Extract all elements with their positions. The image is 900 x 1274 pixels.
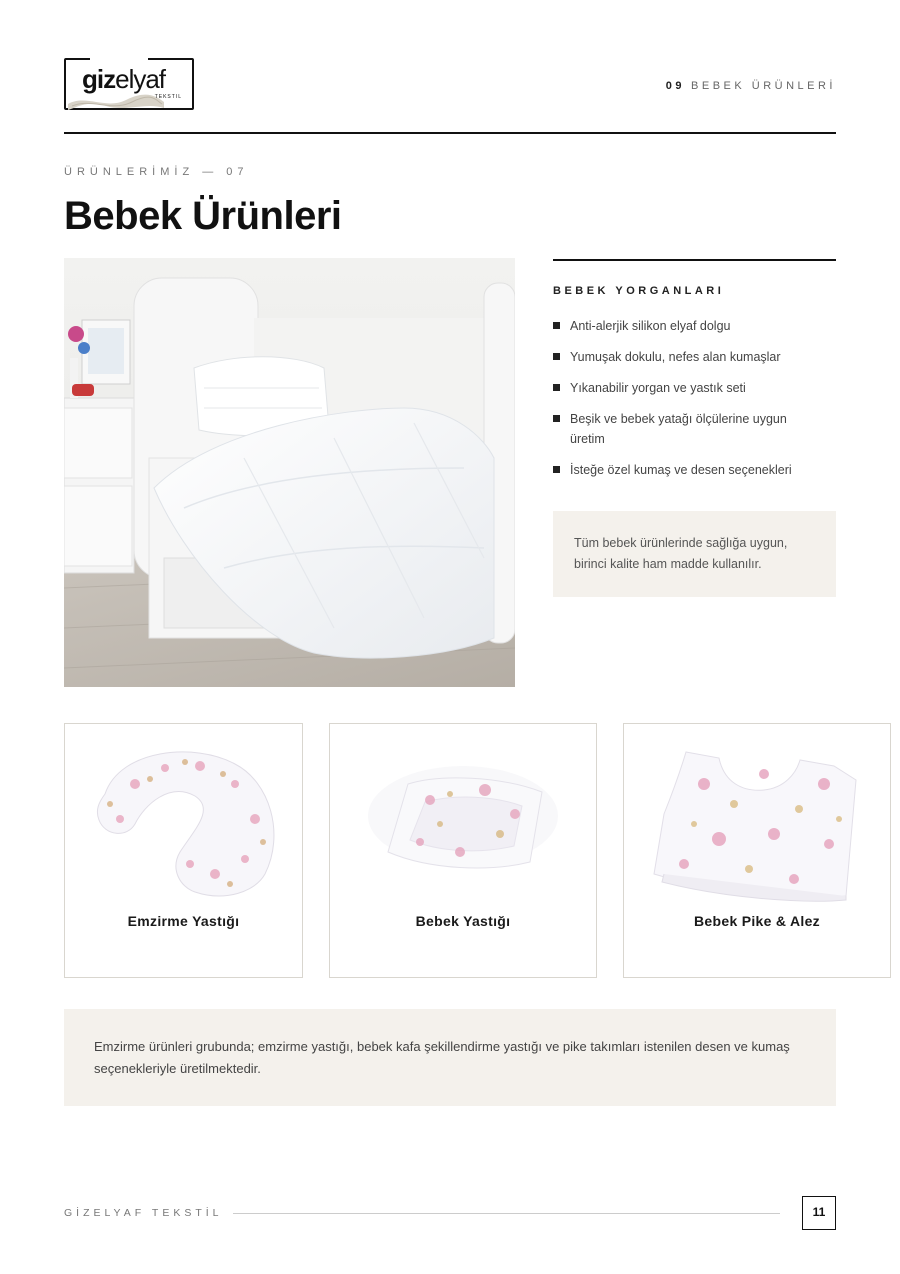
nursing-products-note: Emzirme ürünleri grubunda; emzirme yastığı, bebek kafa şekillendirme yastığı ve pike takımları istenilen desen ve kumaş seçenekleriyle üretilmektedir.	[64, 1009, 836, 1106]
bullet-square-icon	[553, 384, 560, 391]
quality-note: Tüm bebek ürünlerinde sağlığa uygun, birinci kalite ham madde kullanılır.	[553, 511, 836, 597]
feature-item: Beşik ve bebek yatağı ölçülerine uygun üretim	[553, 409, 823, 449]
hero-image	[64, 258, 515, 687]
product-label: Bebek Pike & Alez	[694, 913, 820, 929]
feature-list	[553, 316, 823, 491]
page-number: 11	[802, 1196, 836, 1230]
feature-item: Yumuşak dokulu, nefes alan kumaşlar	[553, 347, 823, 367]
brand-logo	[64, 58, 196, 112]
feature-item: Anti-alerjik silikon elyaf dolgu	[553, 316, 823, 336]
header-divider	[64, 132, 836, 134]
product-card-baby-pillow[interactable]	[329, 723, 597, 978]
product-card-nursing-pillow[interactable]	[64, 723, 303, 978]
product-card-baby-blanket[interactable]	[623, 723, 891, 978]
info-heading: BEBEK YORGANLARI	[553, 285, 725, 297]
baby-pillow-icon	[330, 724, 596, 904]
page-title: Bebek Ürünleri	[64, 194, 342, 238]
bullet-square-icon	[553, 466, 560, 473]
feature-item: Yıkanabilir yorgan ve yastık seti	[553, 378, 823, 398]
bullet-square-icon	[553, 353, 560, 360]
bedding-photo-icon	[64, 258, 515, 687]
bullet-square-icon	[553, 415, 560, 422]
section-title: BEBEK ÜRÜNLERİ	[691, 80, 836, 92]
section-number: 09	[665, 80, 686, 92]
info-divider	[553, 259, 836, 261]
footer-brand: GİZELYAF TEKSTİL	[64, 1207, 223, 1219]
nursing-pillow-icon	[65, 724, 302, 904]
feature-item: İsteğe özel kumaş ve desen seçenekleri	[553, 460, 823, 480]
section-marker	[666, 80, 836, 92]
eyebrow-label: ÜRÜNLERİMİZ — 07	[64, 166, 249, 178]
product-label: Emzirme Yastığı	[127, 913, 240, 929]
baby-blanket-icon	[624, 724, 890, 904]
footer-divider	[233, 1213, 780, 1214]
product-label: Bebek Yastığı	[415, 913, 511, 929]
logo-wordmark: gizelyaf	[82, 64, 166, 94]
bullet-square-icon	[553, 322, 560, 329]
logo-subtitle: TEKSTIL	[154, 94, 182, 100]
